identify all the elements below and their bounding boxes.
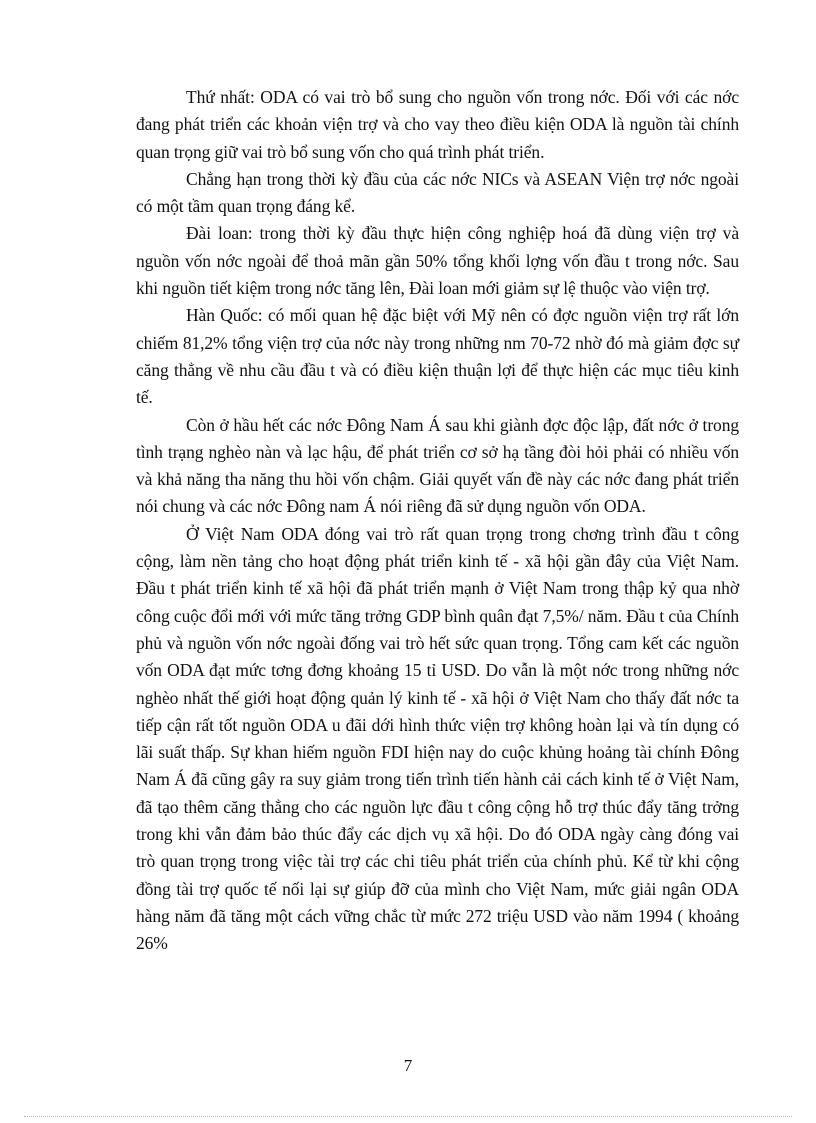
paragraph-oda-role: Thứ nhất: ODA có vai trò bổ sung cho nguồn vốn trong nớc. Đối với các nớc đang phát triển các khoản viện trợ và cho vay theo điều kiện ODA là nguồn tài chính quan trọng giữ vai trò bổ sung vốn cho quá trình phát triển. [136,87,739,162]
page-number: 7 [403,1056,413,1075]
page-body [136,84,739,958]
paragraph-vietnam: Ở Việt Nam ODA đóng vai trò rất quan trọng trong chơng trình đầu t công cộng, làm nền tảng cho hoạt động phát triển kinh tế - xã hội gần đây của Việt Nam. Đầu t phát triển kinh tế xã hội đã phát triển mạnh ở Việt Nam trong thập kỷ qua nhờ công cuộc đổi mới với mức tăng trởng GDP bình quân đạt 7,5%/ năm. Đầu t của Chính phủ và nguồn vốn nớc ngoài đống vai trò hết sức quan trọng. Tổng cam kết các nguồn vốn ODA đạt mức tơng đơng khoảng 15 tỉ USD. Do vẫn là một nớc trong những nớc nghèo nhất thế giới hoạt động quản lý kinh tế - xã hội ở Việt Nam cho thấy đất nớc ta tiếp cận rất tốt nguồn ODA u đãi dới hình thức viện trợ không hoàn lại và tín dụng có lãi suất thấp. Sự khan hiếm nguồn FDI hiện nay do cuộc khủng hoảng tài chính Đông Nam Á đã cũng gây ra suy giảm trong tiến trình tiến hành cải cách kinh tế ở Việt Nam, đã tạo thêm căng thẳng cho các nguồn lực đầu t công cộng hỗ trợ thúc đẩy tăng trởng trong khi vẫn đảm bảo thúc đẩy các dịch vụ xã hội. Do đó ODA ngày càng đóng vai trò quan trọng trong việc tài trợ các chi tiêu phát triển của chính phủ. Kể từ khi cộng đồng tài trợ quốc tế nối lại sự giúp đỡ của mình cho Việt Nam, mức giải ngân ODA hàng năm đã tăng một cách vững chắc từ mức 272 triệu USD vào năm 1994 ( khoảng 26% [136,523,739,954]
paragraph-nics-asean: Chẳng hạn trong thời kỳ đầu của các nớc NICs và ASEAN Viện trợ nớc ngoài có một tầm quan trọng đáng kể. [136,168,739,217]
page-bottom-divider [24,1116,792,1117]
paragraph-korea: Hàn Quốc: có mối quan hệ đặc biệt với Mỹ nên có đợc nguồn viện trợ rất lớn chiếm 81,2% tổng viện trợ của nớc này trong những nm 70-72 nhờ đó mà giảm đợc sự căng thẳng về nhu cầu đầu t và có điều kiện thuận lợi để thực hiện các mục tiêu kinh tế. [136,305,739,408]
paragraph-southeast-asia: Còn ở hầu hết các nớc Đông Nam Á sau khi giành đợc độc lập, đất nớc ở trong tình trạng nghèo nàn và lạc hậu, để phát triển cơ sở hạ tầng đòi hỏi phải có nhiều vốn và khả năng tha năng thu hồi vốn chậm. Giải quyết vấn đề này các nớc đang phát triển nói chung và các nớc Đông nam Á nói riêng đã sử dụng nguồn vốn ODA. [136,414,739,517]
paragraph-taiwan: Đài loan: trong thời kỳ đầu thực hiện công nghiệp hoá đã dùng viện trợ và nguồn vốn nớc ngoài để thoả mãn gần 50% tổng khối lợng vốn đầu t trong nớc. Sau khi nguồn tiết kiệm trong nớc tăng lên, Đài loan mới giảm sự lệ thuộc vào viện trợ. [136,223,739,299]
